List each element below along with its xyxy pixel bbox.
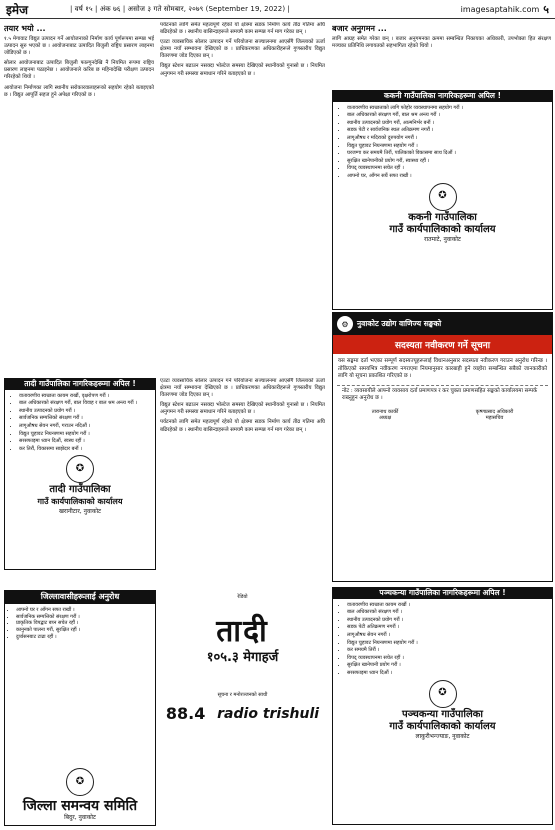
office-name: ककनी गाउँपालिका	[408, 211, 477, 223]
appeal-item: • विपद् व्यवस्थापनमा सचेत रहौं ।	[347, 165, 548, 172]
appeal-item: • स्थानीय उत्पादनको प्रयोग गरौं ।	[19, 408, 151, 415]
appeal-list	[8, 607, 152, 641]
appeal-item: • विद्युत चुहावट नियन्त्रणमा सहयोग गरौं ।	[19, 431, 151, 438]
appeal-item: • सार्वजनिक सम्पत्तिको संरक्षण गरौं ।	[19, 415, 151, 422]
appeal-item: • सडक पेटी र सार्वजनिक स्थल अतिक्रमण नगरौं ।	[347, 127, 548, 134]
signatory-right	[476, 409, 514, 421]
office-type: गाउँ कार्यपालिकाको कार्यालय	[389, 720, 496, 732]
org-block	[5, 765, 155, 822]
appeal-item: • बाल अधिकारको संरक्षण गरौं, बाल श्रम अन्त्य गरौं ।	[347, 112, 548, 119]
office-type: गाउँ कार्यपालिकाको कार्यालय	[389, 223, 496, 235]
article-column-2	[160, 22, 325, 374]
chamber-name: नुवाकोट उद्योग वाणिज्य सङ्घको	[357, 319, 442, 328]
appeal-item: • आफ्नो घर, आँगन सधैं सफा राखौं ।	[347, 173, 548, 180]
signatory-name: कृष्णप्रसाद अधिकारी	[475, 408, 514, 415]
article-paragraph: विद्युत स्टेशन बढाउन नसक्दा भोल्टेज समस्या देखिएको स्थानीयको गुनासो छ । नियमित अनुगमन गरी समस्या समाधान गरिने बताइएको छ ।	[160, 63, 325, 77]
page-header	[0, 0, 555, 19]
signatories	[333, 405, 552, 425]
district-appeal-ad	[4, 590, 156, 826]
radio-name: तादी	[216, 614, 269, 649]
notice-body: यस सङ्घमा दर्ता भएका सम्पूर्ण सदस्यज्यूहरूलाई विधानअनुसार सदस्यता नवीकरण गराउन अनुरोध गरिन्छ । तोकिएको समयभित्र नवीकरण नगराएमा नियमानुसार कारबाही हुने व्यहोरा सम्बन्धित सबैको जानकारीको लागि यो सूचना प्रकाशित गरिएको छ ।	[338, 358, 547, 380]
notice-heading: सदस्यता नवीकरण गर्ने सूचना	[333, 335, 552, 354]
appeal-list	[337, 602, 548, 677]
office-address: लाकुरीभन्ज्याङ, नुवाकोट	[415, 732, 470, 740]
article-paragraph: एउटा व्यवसायिक सोलार उत्पादन गर्ने परियोजना सञ्चालनमा आएसँगै जिल्लाको ऊर्जा क्षेत्रमा नयाँ सम्भावना देखिएको छ । प्राधिकरणका अधिकारीहरूले गुणस्तरीय विद्युत वितरणमा जोड दिएका छन् ।	[160, 39, 325, 60]
signatory-name: तारानाथ कार्की	[371, 408, 399, 415]
appeal-item: • कर तिरौं, विकासमा साझेदार बनौं ।	[19, 446, 151, 453]
radio-caption: सूचना र मनोरञ्जनको साथी	[217, 692, 268, 698]
appeal-item: • बाल अधिकारको संरक्षण गरौं, बाल विवाह र बाल श्रम अन्त्य गरौं ।	[19, 400, 151, 407]
government-emblem-icon: ✪	[429, 680, 457, 708]
office-address: खरानीटार, नुवाकोट	[58, 508, 102, 516]
radio-frequency: १०५.३ मेगाहर्ज	[206, 650, 279, 665]
appeal-item: • लागूऔषध सेवन नगरौं ।	[347, 632, 548, 639]
government-emblem-icon: ✪	[66, 455, 94, 483]
appeal-item: • सुरक्षित खानेपानीको प्रयोग गरौं, स्वास्थ्य रहौं ।	[347, 158, 548, 165]
article-column-2-continued	[160, 378, 325, 583]
appeal-item: • आफ्नो घर र आँगन सफा राखौं ।	[16, 607, 152, 614]
article-paragraph: आयोजना निर्माणका लागि स्थानीय सरोकारवालाहरूको सहयोग रहेको बताइएको छ । विद्युत आपूर्ति सहज हुने अपेक्षा गरिएको छ ।	[4, 84, 154, 98]
appeal-item: • स्थानीय उत्पादनको प्रयोग गरौं, आत्मनिर्भर बनौं ।	[347, 120, 548, 127]
office-block	[333, 709, 552, 741]
org-name: जिल्ला समन्वय समिति	[22, 798, 138, 815]
article-title: तयार भयो ...	[4, 24, 46, 33]
signatory-role: महासचिव	[485, 414, 504, 421]
appeal-item: • लागूऔषध सेवन नगरौं, गराउन नदिऔं ।	[19, 423, 151, 430]
org-address: बिदुर, नुवाकोट	[64, 814, 96, 822]
article-paragraph: सोलार आयोजनाबाट उत्पादित बिजुली फाल्गुनदेखि नै नियमित रूपमा राष्ट्रिय प्रसारण लाइनमा पठाइनेछ । आयोजनाले करिब छ महिनादेखि परीक्षण उत्पादन गरिरहेको थियो ।	[4, 60, 154, 81]
appeal-item: • दुर्व्यसनबाट टाढा रहौं ।	[16, 634, 152, 641]
signatory-left	[372, 409, 399, 421]
appeal-item: • वातावरणीय स्वच्छता कायम राखौं ।	[347, 602, 548, 609]
article-paragraph: १.५ मेगावाट विद्युत उत्पादन गर्ने आयोजनाको निर्माण कार्य पूर्णरूपमा सम्पन्न भई उत्पादन सुरु भएको छ । आयोजनाबाट उत्पादित बिजुली राष्ट्रिय प्रसारण लाइनमा जोडिएको छ ।	[4, 36, 154, 57]
appeal-item: • विद्युत चुहावट नियन्त्रणमा सहयोग गरौं ।	[347, 143, 548, 150]
issue-meta: | वर्ष १५ | अंक ७६ | असोज ३ गते सोमबार, २०७९ (September 19, 2022) |	[70, 4, 290, 13]
office-address: रातमाटे, नुवाकोट	[424, 235, 461, 243]
article-paragraph: एउटा व्यवसायिक सोलार उत्पादन गर्ने परियोजना सञ्चालनमा आएसँगै जिल्लाको ऊर्जा क्षेत्रमा नयाँ सम्भावना देखिएको छ । प्राधिकरणका अधिकारीहरूले गुणस्तरीय विद्युत वितरणमा जोड दिएका छन् ।	[160, 378, 325, 399]
appeal-item: • घरजग्गा कर समयमै तिरौं, पालिकाको विकासमा साथ दिऔं ।	[347, 150, 548, 157]
office-block	[333, 212, 552, 244]
appeal-item: • कानुनको पालना गरौं, सुरक्षित रहौं ।	[16, 627, 152, 634]
radio-trishuli-logo	[160, 704, 325, 723]
article-column-3	[332, 22, 551, 86]
appeal-list	[337, 105, 548, 180]
website-link[interactable]: imagesaptahik.com	[460, 4, 540, 14]
appeal-item: • बाल अधिकारको संरक्षण गरौं ।	[347, 609, 548, 616]
notice-heading: पञ्चकन्या गाउँपालिका नागरिकहरूमा अपिल !	[333, 588, 552, 599]
article-paragraph: लागि आग्रह समेत गरेका छन् । बजार अनुगमनका क्रममा सम्बन्धित निकायका अधिकारी, उपभोक्ता हित संरक्षण मञ्चका प्रतिनिधि लगायतको सहभागिता रहेको थियो ।	[332, 36, 551, 50]
article-paragraph: पर्यटनको लागि समेत महत्वपूर्ण रहेको यो क्षेत्रमा सडक निर्माण कार्य तीव्र गतिमा अघि बढिरहेको छ । स्थानीय बासिन्दाहरूले समयमै काम सम्पन्न गर्न माग गरेका छन् ।	[160, 419, 325, 433]
radio-tadi-ad	[160, 590, 325, 824]
appeal-item: • सरसफाइमा ध्यान दिऔं ।	[347, 670, 548, 677]
article-paragraph: विद्युत स्टेशन बढाउन नसक्दा भोल्टेज समस्या देखिएको स्थानीयको गुनासो छ । नियमित अनुगमन गरी समस्या समाधान गरिने बताइएको छ ।	[160, 402, 325, 416]
appeal-heading: जिल्लावासीहरूलाई अनुरोध	[5, 591, 155, 604]
office-block	[5, 484, 155, 516]
newspaper-brand: इमेज	[6, 2, 28, 17]
appeal-item: • वातावरणीय स्वच्छताको लागि फोहोर व्यवस्थापनमा सहयोग गरौं ।	[347, 105, 548, 112]
government-emblem-icon: ✪	[429, 183, 457, 211]
article-paragraph: पर्यटनको लागि समेत महत्वपूर्ण रहेको यो क्षेत्रमा सडक निर्माण कार्य तीव्र गतिमा अघि बढिरहेको छ । स्थानीय बासिन्दाहरूले समयमै काम सम्पन्न गर्न माग गरेका छन् ।	[160, 22, 325, 36]
notice-note: नोट : व्यवसायीले आफ्नो व्यवसाय दर्ता प्रमाणपत्र र कर चुक्ता प्रमाणसहित सङ्घको कार्यालयमा सम्पर्क राख्नुहुन अनुरोध छ ।	[337, 385, 548, 405]
office-name: पञ्चकन्या गाउँपालिका	[401, 708, 483, 720]
chamber-banner	[333, 313, 552, 335]
appeal-item: • वातावरणीय स्वच्छता कायम राखौं, वृक्षरोपण गरौं ।	[19, 393, 151, 400]
tadi-appeal-notice	[4, 378, 156, 570]
kakani-appeal-notice	[332, 90, 553, 310]
appeal-list	[9, 393, 151, 453]
chamber-membership-notice	[332, 312, 553, 582]
appeal-item: • कर समयमै तिरौं ।	[347, 647, 548, 654]
appeal-item: • लागूऔषध र मदिराको दुरुपयोग नगरौं ।	[347, 135, 548, 142]
article-column-1	[4, 22, 154, 374]
office-name: तादी गाउँपालिका	[49, 484, 111, 496]
panchkanya-appeal-notice	[332, 587, 553, 825]
notice-heading: तादी गाउँपालिका नागरिकहरूमा अपिल !	[5, 379, 155, 390]
article-title: बजार अनुगमन ...	[332, 24, 387, 33]
appeal-item: • सरसफाइमा ध्यान दिऔं, स्वस्थ रहौं ।	[19, 438, 151, 445]
appeal-item: • स्थानीय उत्पादनको प्रयोग गरौं ।	[347, 617, 548, 624]
office-type: गाउँ कार्यपालिकाको कार्यालय	[37, 497, 123, 507]
chamber-logo-icon: ⚙	[337, 316, 353, 332]
appeal-item: • सडक पेटी अतिक्रमण नगरौं ।	[347, 624, 548, 631]
radio-label: रेडियो	[237, 594, 248, 600]
government-emblem-icon: ✪	[66, 768, 94, 796]
appeal-item: • सार्वजनिक सम्पत्तिको संरक्षण गरौं ।	[16, 614, 152, 621]
page-number: ५	[543, 2, 549, 16]
appeal-item: • सुरक्षित खानेपानी प्रयोग गरौं ।	[347, 662, 548, 669]
appeal-item: • प्राकृतिक विपद्बाट बच्न सचेत रहौं ।	[16, 620, 152, 627]
signatory-role: अध्यक्ष	[378, 414, 392, 421]
notice-heading: ककनी गाउँपालिका नागरिकहरूमा अपिल !	[333, 91, 552, 102]
radio-trishuli-frequency: 88.4	[165, 704, 206, 723]
appeal-item: • विपद् व्यवस्थापनमा सचेत रहौं ।	[347, 655, 548, 662]
appeal-item: • विद्युत चुहावट नियन्त्रणमा सहयोग गरौं ।	[347, 640, 548, 647]
radio-trishuli-name: radio trishuli	[217, 705, 320, 722]
